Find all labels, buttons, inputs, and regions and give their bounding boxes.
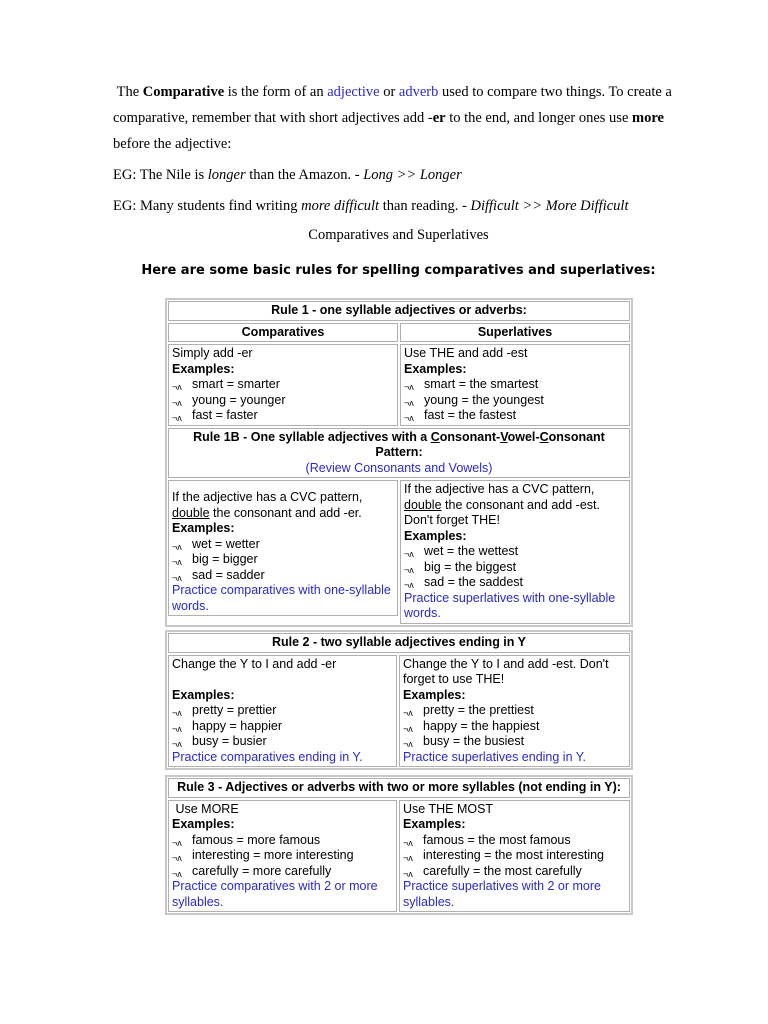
example-text: pretty = prettier (192, 703, 277, 717)
rule-1-superlatives-cell (400, 344, 630, 426)
intro-text: before the adjective: (113, 136, 232, 152)
example-text: interesting = the most interesting (423, 848, 604, 862)
rule-title: Rule 1 (271, 303, 309, 317)
bullet-icon: ¬ʌ (404, 382, 414, 392)
rule-2-superlatives-cell (399, 655, 630, 768)
bullet-icon: ¬ʌ (172, 572, 182, 583)
bullet-icon: ¬ʌ (403, 708, 413, 718)
rule-instruction: Change the Y to I and add -er (172, 656, 337, 671)
example-item (172, 568, 394, 584)
rule-subtitle: - two syllable adjectives ending in Y (309, 635, 526, 649)
rule-1b-header (168, 428, 630, 479)
example-item (172, 864, 393, 880)
bullet-icon: ¬ʌ (172, 853, 182, 863)
spacer (172, 672, 393, 688)
examples-label: Examples: (172, 521, 235, 535)
example-text: big = bigger (192, 552, 258, 566)
rule-instruction (404, 482, 626, 529)
practice-superlatives-link[interactable]: Practice superlatives with one-syllable words. (404, 590, 616, 620)
examples-label: Examples: (172, 361, 235, 376)
bullet-icon: ¬ʌ (404, 549, 414, 559)
example-item (172, 833, 393, 849)
example-text: than reading. - (379, 198, 471, 214)
example-text: happy = happier (192, 718, 283, 733)
rule-1b-body (168, 480, 630, 624)
practice-comparatives-link[interactable]: Practice comparatives with 2 or more syllables. (172, 879, 378, 909)
example-text: young = younger (192, 392, 286, 407)
example-item (172, 537, 394, 553)
rule-instruction: Change the Y to I and add -est. Don't forget to use THE! (403, 656, 609, 686)
bullet-icon: ¬ʌ (172, 397, 182, 408)
bullet-icon: ¬ʌ (403, 739, 413, 749)
intro-text: to the end, and longer ones use (445, 110, 633, 126)
example-item (404, 544, 626, 560)
example-item (172, 377, 394, 393)
example-sentence-1 (113, 167, 462, 184)
bullet-icon: ¬ʌ (404, 397, 414, 408)
bullet-icon: ¬ʌ (172, 837, 182, 848)
intro-text: used to compare two things. To create a comparative, remember that with short adjectives add - (113, 84, 672, 126)
intro-paragraph (113, 79, 693, 157)
example-item (403, 848, 626, 864)
rule-subtitle: - One syllable adjectives with a (239, 429, 431, 444)
example-text: than the Amazon. - (245, 167, 364, 183)
example-text: busy = the busiest (423, 734, 525, 748)
rule-1-header (168, 301, 630, 321)
bullet-icon: ¬ʌ (172, 413, 182, 423)
bullet-icon: ¬ʌ (403, 868, 413, 879)
more-term: more (632, 110, 664, 126)
example-emphasis: longer (207, 167, 246, 183)
rule-instruction: Simply add -er (172, 346, 253, 360)
example-item (172, 848, 393, 864)
example-text: big = the biggest (424, 559, 517, 574)
example-transform: Long >> Longer (363, 167, 462, 183)
example-transform: Difficult >> More Difficult (470, 198, 629, 214)
example-text: smart = smarter (192, 377, 280, 391)
intro-text: is the form of an (224, 84, 328, 100)
examples-label: Examples: (404, 528, 467, 543)
rule-1-body (168, 344, 630, 426)
example-text: EG: Many students find writing (113, 198, 302, 214)
rule-3-superlatives-cell (399, 800, 630, 913)
rule-subtitle: owel- (507, 429, 540, 444)
example-text: sad = the saddest (424, 575, 524, 589)
example-item (403, 864, 626, 880)
examples-label: Examples: (403, 687, 466, 702)
bullet-icon: ¬ʌ (172, 557, 182, 567)
rule-3-body (168, 800, 630, 913)
example-text: wet = wetter (192, 536, 260, 551)
example-item (172, 393, 394, 409)
comparatives-column-header: Comparatives (168, 323, 398, 343)
rule-subtitle: - Adjectives or adverbs with two or more syllables (not ending in Y): (214, 780, 621, 794)
example-item (404, 408, 626, 424)
practice-superlatives-link[interactable]: Practice superlatives ending in Y. (403, 749, 586, 764)
rule-2-comparatives-cell (168, 655, 397, 768)
example-text: carefully = more carefully (192, 863, 332, 878)
superlatives-column-header: Superlatives (400, 323, 630, 343)
bullet-icon: ¬ʌ (172, 382, 182, 392)
bullet-icon: ¬ʌ (172, 723, 182, 734)
bullet-icon: ¬ʌ (172, 708, 182, 718)
example-item (172, 552, 394, 568)
bullet-icon: ¬ʌ (172, 541, 182, 552)
bullet-icon: ¬ʌ (403, 723, 413, 734)
rule-1-column-headers (168, 323, 630, 343)
example-item (172, 734, 393, 750)
underlined-word: double (172, 505, 210, 520)
adverb-link[interactable]: adverb (398, 84, 439, 100)
rule-subtitle: - one syllable adjectives or adverbs: (308, 303, 527, 317)
example-item (404, 393, 626, 409)
example-text: happy = the happiest (423, 718, 540, 733)
rule-instruction: Use THE MOST (403, 801, 494, 816)
example-sentence-2 (113, 198, 628, 215)
example-text: carefully = the most carefully (423, 863, 582, 878)
rule-title: Rule 2 (271, 635, 310, 649)
bullet-icon: ¬ʌ (403, 853, 413, 863)
example-item (403, 719, 626, 735)
practice-comparatives-link[interactable]: Practice comparatives with one-syllable words. (172, 583, 391, 613)
example-item (172, 719, 393, 735)
example-text: famous = the most famous (423, 832, 571, 847)
example-item (403, 833, 626, 849)
example-text: pretty = the prettiest (423, 703, 534, 717)
rule-2-table (165, 630, 633, 770)
rules-heading: Here are some basic rules for spelling comparatives and superlatives: (141, 263, 656, 278)
example-item (403, 734, 626, 750)
rule-3-comparatives-cell (168, 800, 397, 913)
example-item (403, 703, 626, 719)
rule-1-comparatives-cell (168, 344, 398, 426)
examples-label: Examples: (404, 361, 467, 376)
example-item (172, 703, 393, 719)
comparative-term: Comparative (142, 84, 225, 100)
bullet-icon: ¬ʌ (404, 580, 414, 590)
rule-subtitle: onsonant- (439, 429, 501, 444)
underlined-word: double (404, 497, 442, 512)
section-title: Comparatives and Superlatives (308, 227, 489, 243)
rule-instruction: Use MORE (172, 801, 239, 816)
rule-instruction: Use THE and add -est (404, 346, 528, 360)
examples-label: Examples: (403, 817, 466, 831)
bullet-icon: ¬ʌ (404, 413, 414, 423)
example-text: young = the youngest (424, 392, 544, 407)
rule-1-table (165, 298, 633, 627)
instruction-text: If the adjective has a CVC pattern, (172, 490, 363, 504)
examples-label: Examples: (172, 817, 235, 831)
rule-3-header (168, 778, 630, 798)
rule-title: Rule 1B (193, 429, 240, 444)
instruction-text: If the adjective has a CVC pattern, (404, 482, 595, 496)
instruction-text: the consonant and add -est. Don't forget THE! (404, 497, 600, 527)
rule-instruction (172, 490, 394, 521)
review-consonants-link[interactable]: (Review Consonants and Vowels) (305, 460, 493, 475)
example-item (404, 575, 626, 591)
example-emphasis: more difficult (301, 198, 380, 214)
example-text: wet = the wettest (424, 544, 519, 558)
intro-text: The (116, 84, 143, 100)
practice-superlatives-link[interactable]: Practice superlatives with 2 or more syllables. (403, 879, 601, 909)
intro-text: or (379, 84, 399, 100)
underlined-letter: C (430, 429, 440, 444)
rule-title: Rule 3 (177, 780, 215, 794)
example-text: fast = faster (192, 408, 258, 422)
bullet-icon: ¬ʌ (172, 868, 182, 879)
bullet-icon: ¬ʌ (404, 564, 414, 575)
bullet-icon: ¬ʌ (403, 837, 413, 848)
example-text: smart = the smartest (424, 377, 539, 391)
example-text: fast = the fastest (424, 408, 517, 422)
example-text: busy = busier (192, 734, 267, 748)
rule-subtitle: onsonant Pattern: (375, 429, 605, 459)
practice-comparatives-link[interactable]: Practice comparatives ending in Y. (172, 749, 363, 764)
er-suffix: er (432, 110, 446, 126)
bullet-icon: ¬ʌ (172, 739, 182, 749)
underlined-letter: C (539, 429, 549, 444)
rule-3-table (165, 775, 633, 915)
example-text: interesting = more interesting (192, 848, 354, 862)
underlined-letter: V (500, 429, 508, 444)
example-text: EG: The Nile is (113, 167, 208, 183)
instruction-text: the consonant and add -er. (209, 505, 362, 520)
example-text: famous = more famous (192, 832, 321, 847)
rule-2-body (168, 655, 630, 768)
example-item (172, 408, 394, 424)
example-text: sad = sadder (192, 567, 265, 582)
rule-1b-comparatives-cell (168, 480, 398, 616)
examples-label: Examples: (172, 687, 235, 702)
example-item (404, 377, 626, 393)
rule-1b-superlatives-cell (400, 480, 630, 624)
rule-2-header (168, 633, 630, 653)
adjective-link[interactable]: adjective (327, 84, 380, 100)
example-item (404, 560, 626, 576)
